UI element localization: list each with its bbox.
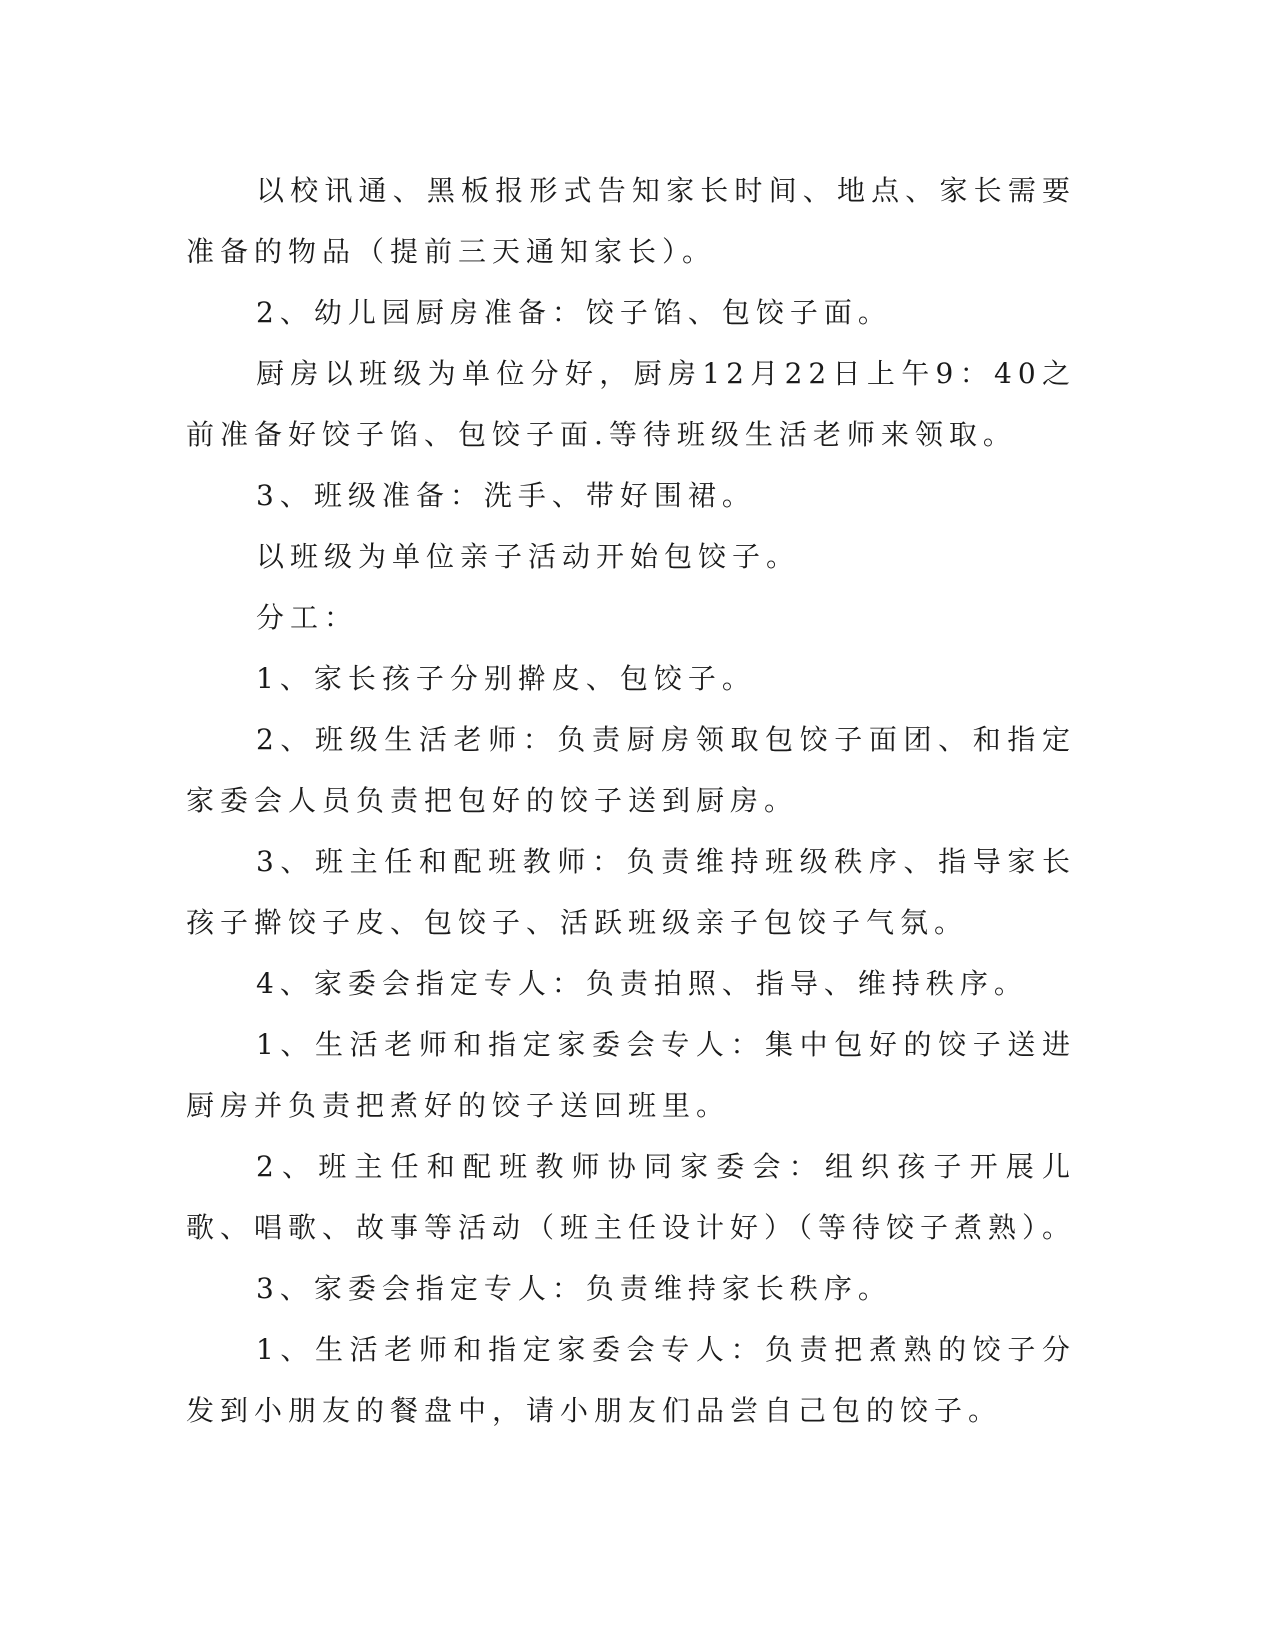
- paragraph: 以班级为单位亲子活动开始包饺子。: [256, 540, 801, 573]
- paragraph: 1、生活老师和指定家委会专人：集中包好的饺子送进厨房并负责把煮好的饺子送回班里。: [186, 1028, 1076, 1122]
- paragraph: 2、班级生活老师：负责厨房领取包饺子面团、和指定家委会人员负责把包好的饺子送到厨房。: [186, 723, 1076, 817]
- paragraph: 4、家委会指定专人：负责拍照、指导、维持秩序。: [256, 967, 1028, 1000]
- paragraph: 3、班主任和配班教师：负责维持班级秩序、指导家长孩子擀饺子皮、包饺子、活跃班级亲子包饺子气氛。: [186, 845, 1076, 939]
- paragraph: 分工：: [256, 601, 359, 634]
- paragraph: 厨房以班级为单位分好，厨房12月22日上午9：40之前准备好饺子馅、包饺子面.等待班级生活老师来领取。: [186, 357, 1076, 451]
- paragraph: 2、班主任和配班教师协同家委会：组织孩子开展儿歌、唱歌、故事等活动（班主任设计好）（等待饺子煮熟）。: [186, 1150, 1077, 1244]
- document-body: [186, 160, 1076, 1441]
- paragraph: 1、家长孩子分别擀皮、包饺子。: [256, 662, 756, 695]
- paragraph: 2、幼儿园厨房准备：饺子馅、包饺子面。: [256, 296, 892, 329]
- paragraph: 3、班级准备：洗手、带好围裙。: [256, 479, 756, 512]
- paragraph: 3、家委会指定专人：负责维持家长秩序。: [256, 1272, 892, 1305]
- paragraph: 1、生活老师和指定家委会专人：负责把煮熟的饺子分发到小朋友的餐盘中，请小朋友们品尝自己包的饺子。: [186, 1333, 1076, 1427]
- paragraph: 以校讯通、黑板报形式告知家长时间、地点、家长需要准备的物品（提前三天通知家长）。: [186, 174, 1076, 268]
